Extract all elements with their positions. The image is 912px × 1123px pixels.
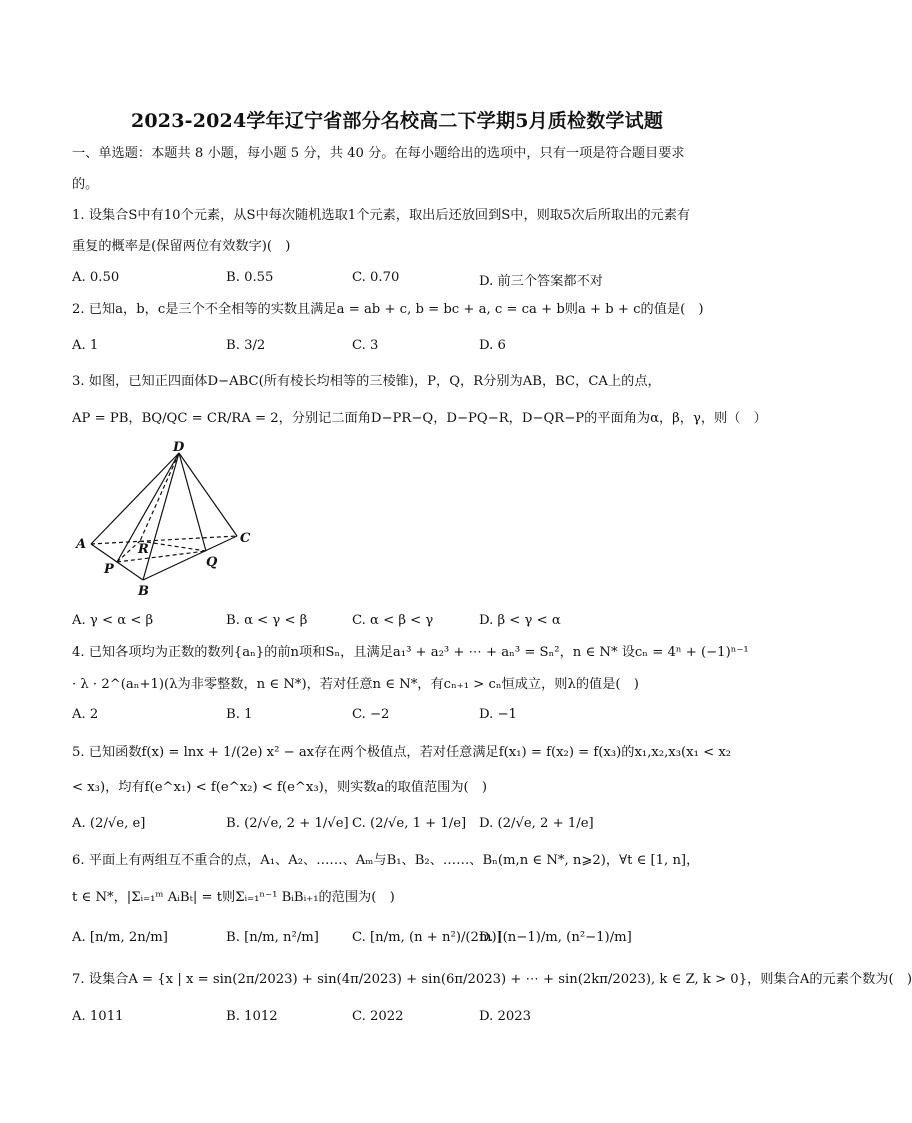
label-c: C [240,531,251,546]
q7-option-b[interactable]: B. 1012 [226,1009,278,1024]
q3-option-b[interactable]: B. α < γ < β [226,613,308,628]
q5-options [72,816,732,836]
section-instructions-line2: 的。 [72,177,99,192]
q2-option-a[interactable]: A. 1 [72,338,99,353]
q5-option-a[interactable]: A. (2/√e, e] [72,816,146,831]
q6-option-d[interactable]: D. [(n−1)/m, (n²−1)/m] [479,930,632,945]
section-instructions-line1: 一、单选题：本题共 8 小题，每小题 5 分，共 40 分。在每小题给出的选项中，只有一项是符合题目要求 [72,146,685,161]
q4-option-c[interactable]: C. −2 [352,707,390,722]
q5-option-b[interactable]: B. (2/√e, 2 + 1/√e] [226,816,349,831]
edge-bc [143,536,237,580]
q7-line1: 7. 设集合A = {x | x = sin(2π/2023) + sin(4π/2023) + sin(6π/2023) + ⋯ + sin(2kπ/2023), k ∈ Z, k > 0}，则集合A的元素个数为( ) [72,972,912,987]
q2-option-b[interactable]: B. 3/2 [226,338,266,353]
q1-line1: 1. 设集合S中有10个元素，从S中每次随机选取1个元素，取出后还放回到S中，则取5次后所取出的元素有 [72,208,691,223]
edge-dq [179,453,206,551]
q5-option-c[interactable]: C. (2/√e, 1 + 1/e] [352,816,467,831]
q3-option-c[interactable]: C. α < β < γ [352,613,434,628]
q5-line2: < x₃)，均有f(e^x₁) < f(e^x₂) < f(e^x₃)，则实数a的取值范围为( ) [72,780,487,795]
q2-options [72,338,732,358]
q3-line2: AP = PB，BQ/QC = CR/RA = 2，分别记二面角D−PR−Q，D−PQ−R，D−QR−P的平面角为α，β，γ，则（ ） [72,411,767,426]
q3-options [72,613,732,633]
q5-option-d[interactable]: D. (2/√e, 2 + 1/e] [479,816,594,831]
q2-line1: 2. 已知a，b，c是三个不全相等的实数且满足a = ab + c, b = bc + a, c = ca + b则a + b + c的值是( ) [72,302,704,317]
q3-line1: 3. 如图，已知正四面体D−ABC(所有棱长均相等的三棱锥)，P，Q，R分别为AB，BC，CA上的点， [72,374,661,389]
q7-option-c[interactable]: C. 2022 [352,1009,404,1024]
edge-dc [179,453,237,536]
edge-pr-hidden [117,541,140,562]
q1-line2: 重复的概率是(保留两位有效数字)( ) [72,239,291,254]
tetrahedron-figure [72,440,262,600]
q1-option-d[interactable]: D. 前三个答案都不对 [479,274,603,289]
q5-line1: 5. 已知函数f(x) = lnx + 1/(2e) x² − ax存在两个极值点，若对任意满足f(x₁) = f(x₂) = f(x₃)的x₁,x₂,x₃(x₁ < x₂ [72,745,732,760]
label-r: R [138,542,149,557]
q2-option-c[interactable]: C. 3 [352,338,379,353]
label-p: P [104,562,114,577]
q1-option-c[interactable]: C. 0.70 [352,270,400,285]
q1-option-b[interactable]: B. 0.55 [226,270,274,285]
q6-option-b[interactable]: B. [n/m, n²/m] [226,930,319,945]
q6-option-c[interactable]: C. [n/m, (n + n²)/(2m)] [352,930,502,945]
q7-options [72,1009,732,1029]
q4-line1: 4. 已知各项均为正数的数列{aₙ}的前n项和Sₙ，且满足a₁³ + a₂³ + ⋯ + aₙ³ = Sₙ²，n ∈ N* 设cₙ = 4ⁿ + (−1)ⁿ⁻¹ [72,645,749,660]
q4-line2: · λ · 2^(aₙ+1)(λ为非零整数，n ∈ N*)，若对任意n ∈ N*，有cₙ₊₁ > cₙ恒成立，则λ的值是( ) [72,677,639,692]
edge-rq-hidden [140,541,206,551]
edge-dr-hidden [140,453,179,541]
q6-line2: t ∈ N*，|Σᵢ₌₁ᵐ AᵢBₜ| = t则Σᵢ₌₁ⁿ⁻¹ BᵢBᵢ₊₁的范围为( ) [72,890,395,905]
q4-option-b[interactable]: B. 1 [226,707,253,722]
q1-options [72,270,732,290]
q3-option-a[interactable]: A. γ < α < β [72,613,154,628]
q2-option-d[interactable]: D. 6 [479,338,506,353]
q7-option-a[interactable]: A. 1011 [72,1009,124,1024]
edge-ac-hidden [91,536,237,544]
q1-option-a[interactable]: A. 0.50 [72,270,120,285]
q4-option-d[interactable]: D. −1 [479,707,517,722]
label-b: B [138,584,149,599]
label-q: Q [206,555,218,570]
label-a: A [76,537,87,552]
label-d: D [173,440,185,455]
q4-option-a[interactable]: A. 2 [72,707,99,722]
q6-line1: 6. 平面上有两组互不重合的点，A₁、A₂、……、Aₘ与B₁、B₂、……、Bₙ(m,n ∈ N*, n⩾2)，∀t ∈ [1, n]， [72,853,700,868]
tetrahedron-diagram [72,440,262,600]
q4-options [72,707,732,727]
page-title: 2023-2024学年辽宁省部分名校高二下学期5月质检数学试题 [130,110,664,132]
q6-options [72,930,732,950]
q3-option-d[interactable]: D. β < γ < α [479,613,561,628]
q6-option-a[interactable]: A. [n/m, 2n/m] [72,930,168,945]
q7-option-d[interactable]: D. 2023 [479,1009,532,1024]
